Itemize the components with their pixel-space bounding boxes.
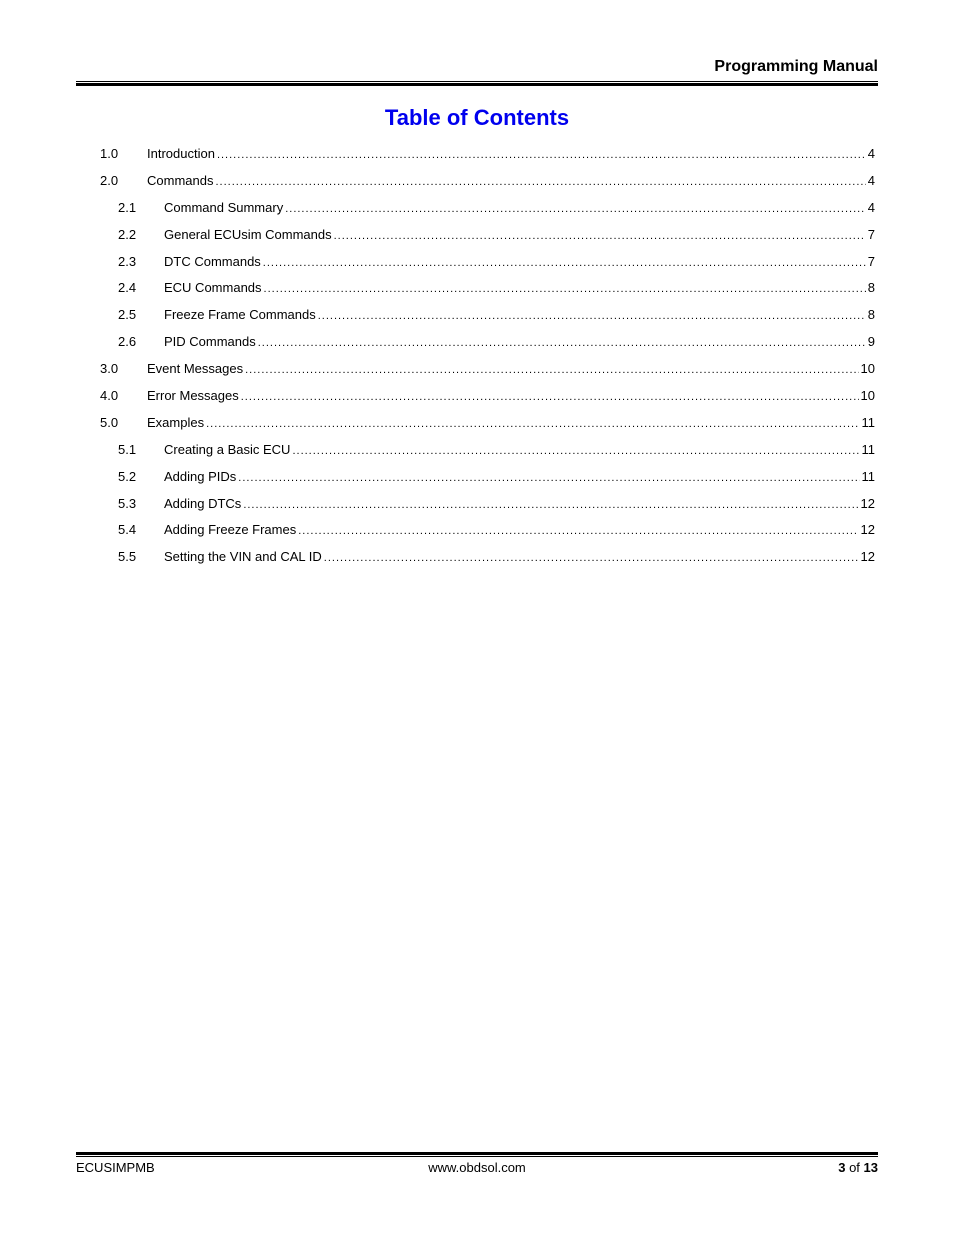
toc-dot-leader [334,226,866,246]
toc-dot-leader [258,333,866,353]
header-rule-thick [76,83,878,86]
footer-doc-id: ECUSIMPMB [76,1160,155,1175]
toc-entry-page: 11 [861,468,875,484]
toc-entry-number: 3.0 [100,361,119,377]
toc-dot-leader [243,495,858,515]
toc-entry-page: 11 [861,441,875,457]
toc-entry-page: 9 [867,334,875,350]
toc-entry-title: General ECUsim Commands [164,226,332,242]
toc-entry-page: 8 [867,307,875,323]
footer-rule-thin [76,1156,878,1157]
toc-entry-title: Commands [147,172,214,188]
toc-entry-number: 5.0 [100,414,119,430]
toc-entry-number: 5.5 [118,549,137,565]
toc-entry-page: 10 [860,361,875,377]
toc-entry[interactable] [100,440,875,467]
toc-entry-number: 2.2 [118,226,137,242]
toc-entry-page: 7 [867,226,875,242]
toc-dot-leader [206,414,859,434]
toc-entry-page: 8 [867,280,875,296]
header-rule-thin [76,81,878,82]
toc-dot-leader [318,306,866,326]
toc-entry-number: 5.4 [118,522,137,538]
toc-entry-page: 7 [867,253,875,269]
footer-page-total: 13 [863,1160,878,1175]
toc-entry-number: 2.6 [118,334,137,350]
toc-entry[interactable] [100,171,875,198]
toc-entry-number: 2.4 [118,280,137,296]
toc-entry[interactable] [100,144,875,171]
toc-dot-leader [241,387,859,407]
toc-entry[interactable] [100,225,875,252]
toc-entry-page: 12 [860,522,875,538]
toc-entry-title: PID Commands [164,334,256,350]
toc-entry[interactable] [100,494,875,521]
toc-entry[interactable] [100,413,875,440]
toc-entry-page: 11 [861,414,875,430]
footer-page-number [838,1160,878,1175]
toc-entry[interactable] [100,547,875,574]
toc-entry-title: Setting the VIN and CAL ID [164,549,322,565]
toc-entry[interactable] [100,278,875,305]
toc-entry-number: 5.1 [118,441,137,457]
toc-entry[interactable] [100,198,875,225]
toc-entry-page: 4 [867,172,875,188]
toc-entry-title: Adding Freeze Frames [164,522,297,538]
document-title: Programming Manual [714,58,878,75]
toc-entry-title: Creating a Basic ECU [164,441,291,457]
toc-entry[interactable] [100,305,875,332]
toc-entry-number: 2.5 [118,307,137,323]
toc-entry-title: Event Messages [147,361,244,377]
table-of-contents [100,144,875,574]
footer-page-of: of [849,1160,860,1175]
toc-dot-leader [298,521,858,541]
toc-entry-title: Command Summary [164,199,284,215]
toc-entry[interactable] [100,386,875,413]
toc-entry-page: 4 [867,146,875,161]
toc-entry-number: 2.1 [118,199,137,215]
footer-website: www.obdsol.com [428,1160,526,1175]
toc-entry-title: Introduction [147,146,215,161]
toc-entry[interactable] [100,520,875,547]
toc-entry-title: Adding PIDs [164,468,237,484]
toc-entry-title: Adding DTCs [164,495,242,511]
toc-entry-number: 2.0 [100,172,119,188]
toc-entry-title: ECU Commands [164,280,262,296]
toc-dot-leader [292,441,859,461]
toc-dot-leader [238,468,859,488]
toc-entry-number: 5.2 [118,468,137,484]
toc-heading: Table of Contents [384,105,570,130]
toc-dot-leader [215,172,865,192]
toc-entry-title: Error Messages [147,388,239,404]
toc-entry-number: 4.0 [100,388,119,404]
toc-entry-number: 1.0 [100,146,119,161]
toc-dot-leader [217,145,866,165]
toc-entry-number: 5.3 [118,495,137,511]
toc-entry-page: 12 [860,549,875,565]
toc-entry[interactable] [100,467,875,494]
toc-entry-page: 10 [860,388,875,404]
footer-rule-thick [76,1152,878,1155]
toc-entry[interactable] [100,252,875,279]
toc-dot-leader [285,199,866,219]
toc-entry-number: 2.3 [118,253,137,269]
toc-entry[interactable] [100,332,875,359]
toc-dot-leader [263,253,866,273]
toc-dot-leader [324,548,859,568]
toc-entry-page: 4 [867,199,875,215]
toc-entry-page: 12 [860,495,875,511]
toc-dot-leader [245,360,858,380]
footer-page-current: 3 [838,1160,846,1175]
toc-entry-title: Examples [147,414,205,430]
toc-entry-title: DTC Commands [164,253,261,269]
toc-dot-leader [264,279,866,299]
toc-entry[interactable] [100,359,875,386]
toc-entry-title: Freeze Frame Commands [164,307,316,323]
